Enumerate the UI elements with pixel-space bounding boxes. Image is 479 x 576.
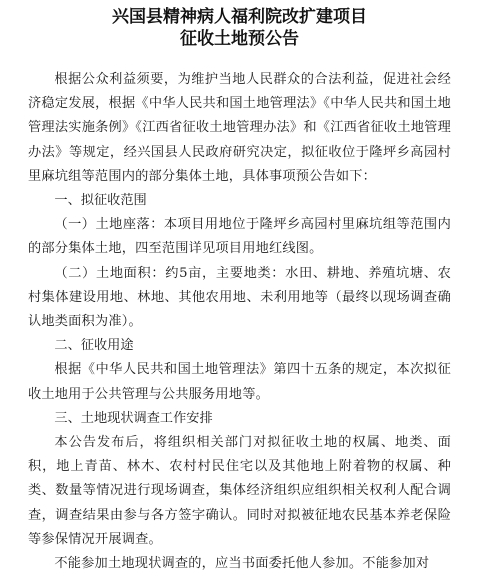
section-3-heading: 三、土地现状调查工作安排	[54, 410, 213, 426]
section-3-survey: 本公告发布后，将组织相关部门对拟征收土地的权属、地类、面积，地上青苗、林木、农村村民住宅以及其他地上附着物的权属、种类、数量等情况进行现场调查，集体经济组织应组织相关权利人配合调查，调查结果由参与各方签字确认。同时对拟被征地农民基本养老保险等参保情况开展调查。	[28, 435, 451, 547]
section-3-delegation: 不能参加土地现状调查的，应当书面委托他人参加。不能参加对	[54, 556, 430, 572]
section-2-heading: 二、征收用途	[54, 338, 134, 354]
intro-paragraph: 根据公众利益须要，为维护当地人民群众的合法利益，促进社会经济稳定发展，根据《中华人民共和国土地管理法》《中华人民共和国土地管理法实施条例》《江西省征收土地管理办法》和《江西省征收土地管理办法》等规定，经兴国县人民政府研究决定，拟征收位于隆坪乡高园村里麻坑组等范围内的部分集体土地，具体事项预公告如下：	[28, 72, 451, 184]
title-line-1: 兴国县精神病人福利院改扩建项目	[112, 7, 367, 27]
section-1-location: （一）土地座落：本项目用地位于隆坪乡高园村里麻坑组等范围内的部分集体土地，四至范围详见项目用地红线图。	[28, 217, 451, 257]
title-line-2: 征收土地预公告	[180, 29, 299, 49]
section-2-purpose: 根据《中华人民共和国土地管理法》第四十五条的规定，本次拟征收土地用于公共管理与公共服务用地等。	[28, 362, 451, 402]
section-1-area: （二）土地面积：约5亩，主要地类：水田、耕地、养殖坑塘、农村集体建设用地、林地、其他农用地、未利用地等（最终以现场调查确认地类面积为准）。	[28, 265, 451, 330]
section-1-heading: 一、拟征收范围	[54, 193, 147, 209]
document-title	[28, 6, 451, 50]
